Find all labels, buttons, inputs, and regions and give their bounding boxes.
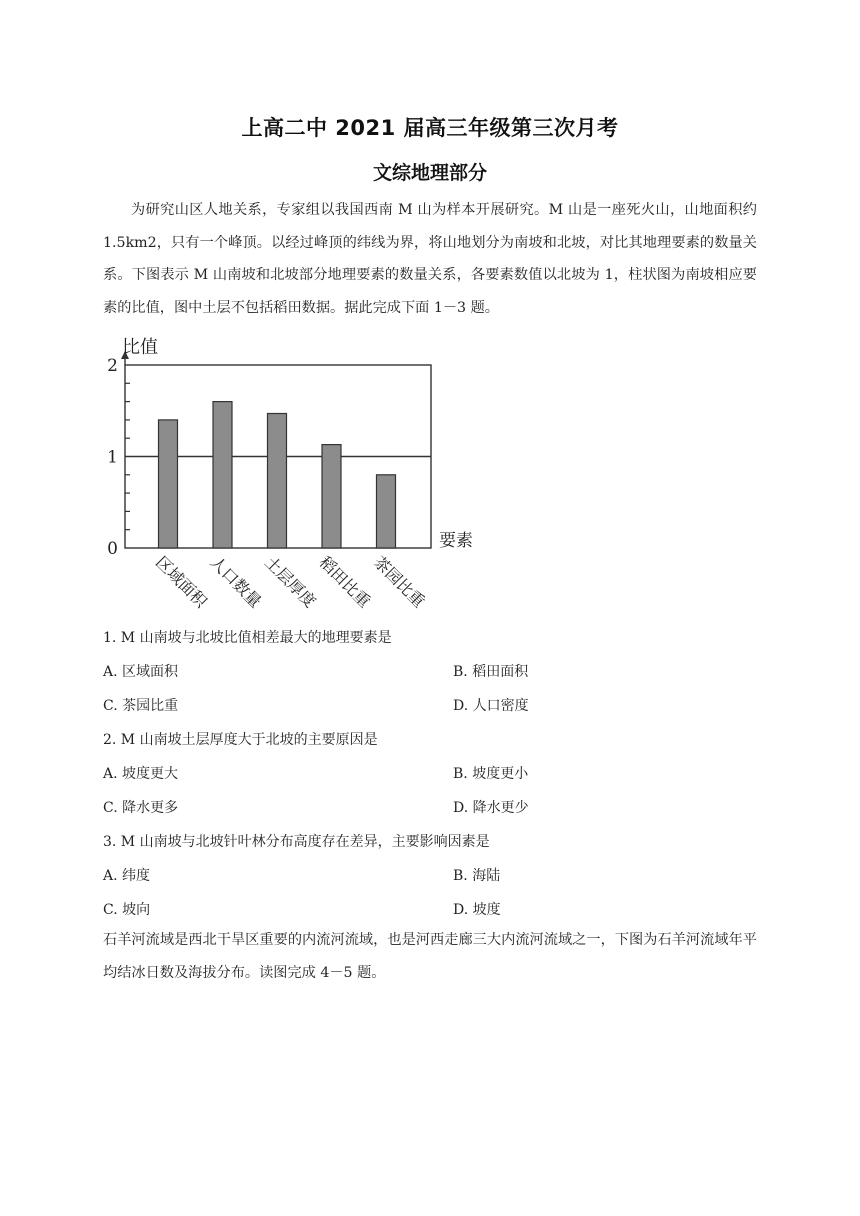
y-tick-label: 1 (107, 447, 118, 468)
y-tick-label: 2 (107, 356, 118, 376)
question-3-option-c: C. 坡向 (103, 902, 151, 918)
x-tick-label: 土层厚度 (260, 552, 320, 612)
question-3-option-b: B. 海陆 (453, 868, 501, 884)
question-1-stem: 1. M 山南坡与北坡比值相差最大的地理要素是 (103, 630, 392, 646)
question-3-stem: 3. M 山南坡与北坡针叶林分布高度存在差异，主要影响因素是 (103, 834, 490, 850)
question-1-option-b: B. 稻田面积 (453, 664, 529, 680)
x-tick-label: 稻田比重 (315, 552, 375, 612)
question-1-option-a: A. 区域面积 (103, 664, 179, 680)
bar (213, 402, 232, 548)
question-2-option-a: A. 坡度更大 (103, 766, 179, 782)
question-2-option-b: B. 坡度更小 (453, 766, 529, 782)
page-title: 上高二中 2021 届高三年级第三次月考 (241, 116, 619, 140)
question-2-option-c: C. 降水更多 (103, 800, 179, 816)
bar-chart (100, 330, 500, 620)
x-tick-label: 茶园比重 (369, 552, 429, 612)
x-axis-label: 要素 (439, 531, 473, 551)
question-3-option-d: D. 坡度 (453, 902, 501, 918)
intro-paragraph-2: 石羊河流域是西北干旱区重要的内流河流域，也是河西走廊三大内流河流域之一，下图为石羊河流域年平均结冰日数及海拔分布。读图完成 4－5 题。 (103, 932, 757, 981)
x-tick-label: 区域面积 (151, 552, 211, 612)
y-axis-label: 比值 (122, 337, 158, 358)
y-tick-label: 0 (107, 539, 118, 559)
bar (322, 445, 341, 548)
bar (159, 420, 178, 548)
question-2-stem: 2. M 山南坡土层厚度大于北坡的主要原因是 (103, 732, 378, 748)
page-subtitle: 文综地理部分 (372, 162, 487, 184)
question-1-option-c: C. 茶园比重 (103, 698, 179, 714)
question-1-option-d: D. 人口密度 (453, 698, 529, 714)
intro-paragraph-1: 为研究山区人地关系，专家组以我国西南 M 山为样本开展研究。M 山是一座死火山，山地面积约 1.5km2，只有一个峰顶。以经过峰顶的纬线为界，将山地划分为南坡和北坡，对比其地理要素的数量关系。下图表示 M 山南坡和北坡部分地理要素的数量关系，各要素数值以北坡为 1，柱状图为南坡相应要素的比值，图中土层不包括稻田数据。据此完成下面 1－3 题。 (103, 202, 757, 316)
x-tick-label: 人口数量 (206, 552, 266, 612)
bar (268, 413, 287, 548)
bar (377, 475, 396, 548)
question-3-option-a: A. 纬度 (103, 868, 151, 884)
question-2-option-d: D. 降水更少 (453, 800, 529, 816)
